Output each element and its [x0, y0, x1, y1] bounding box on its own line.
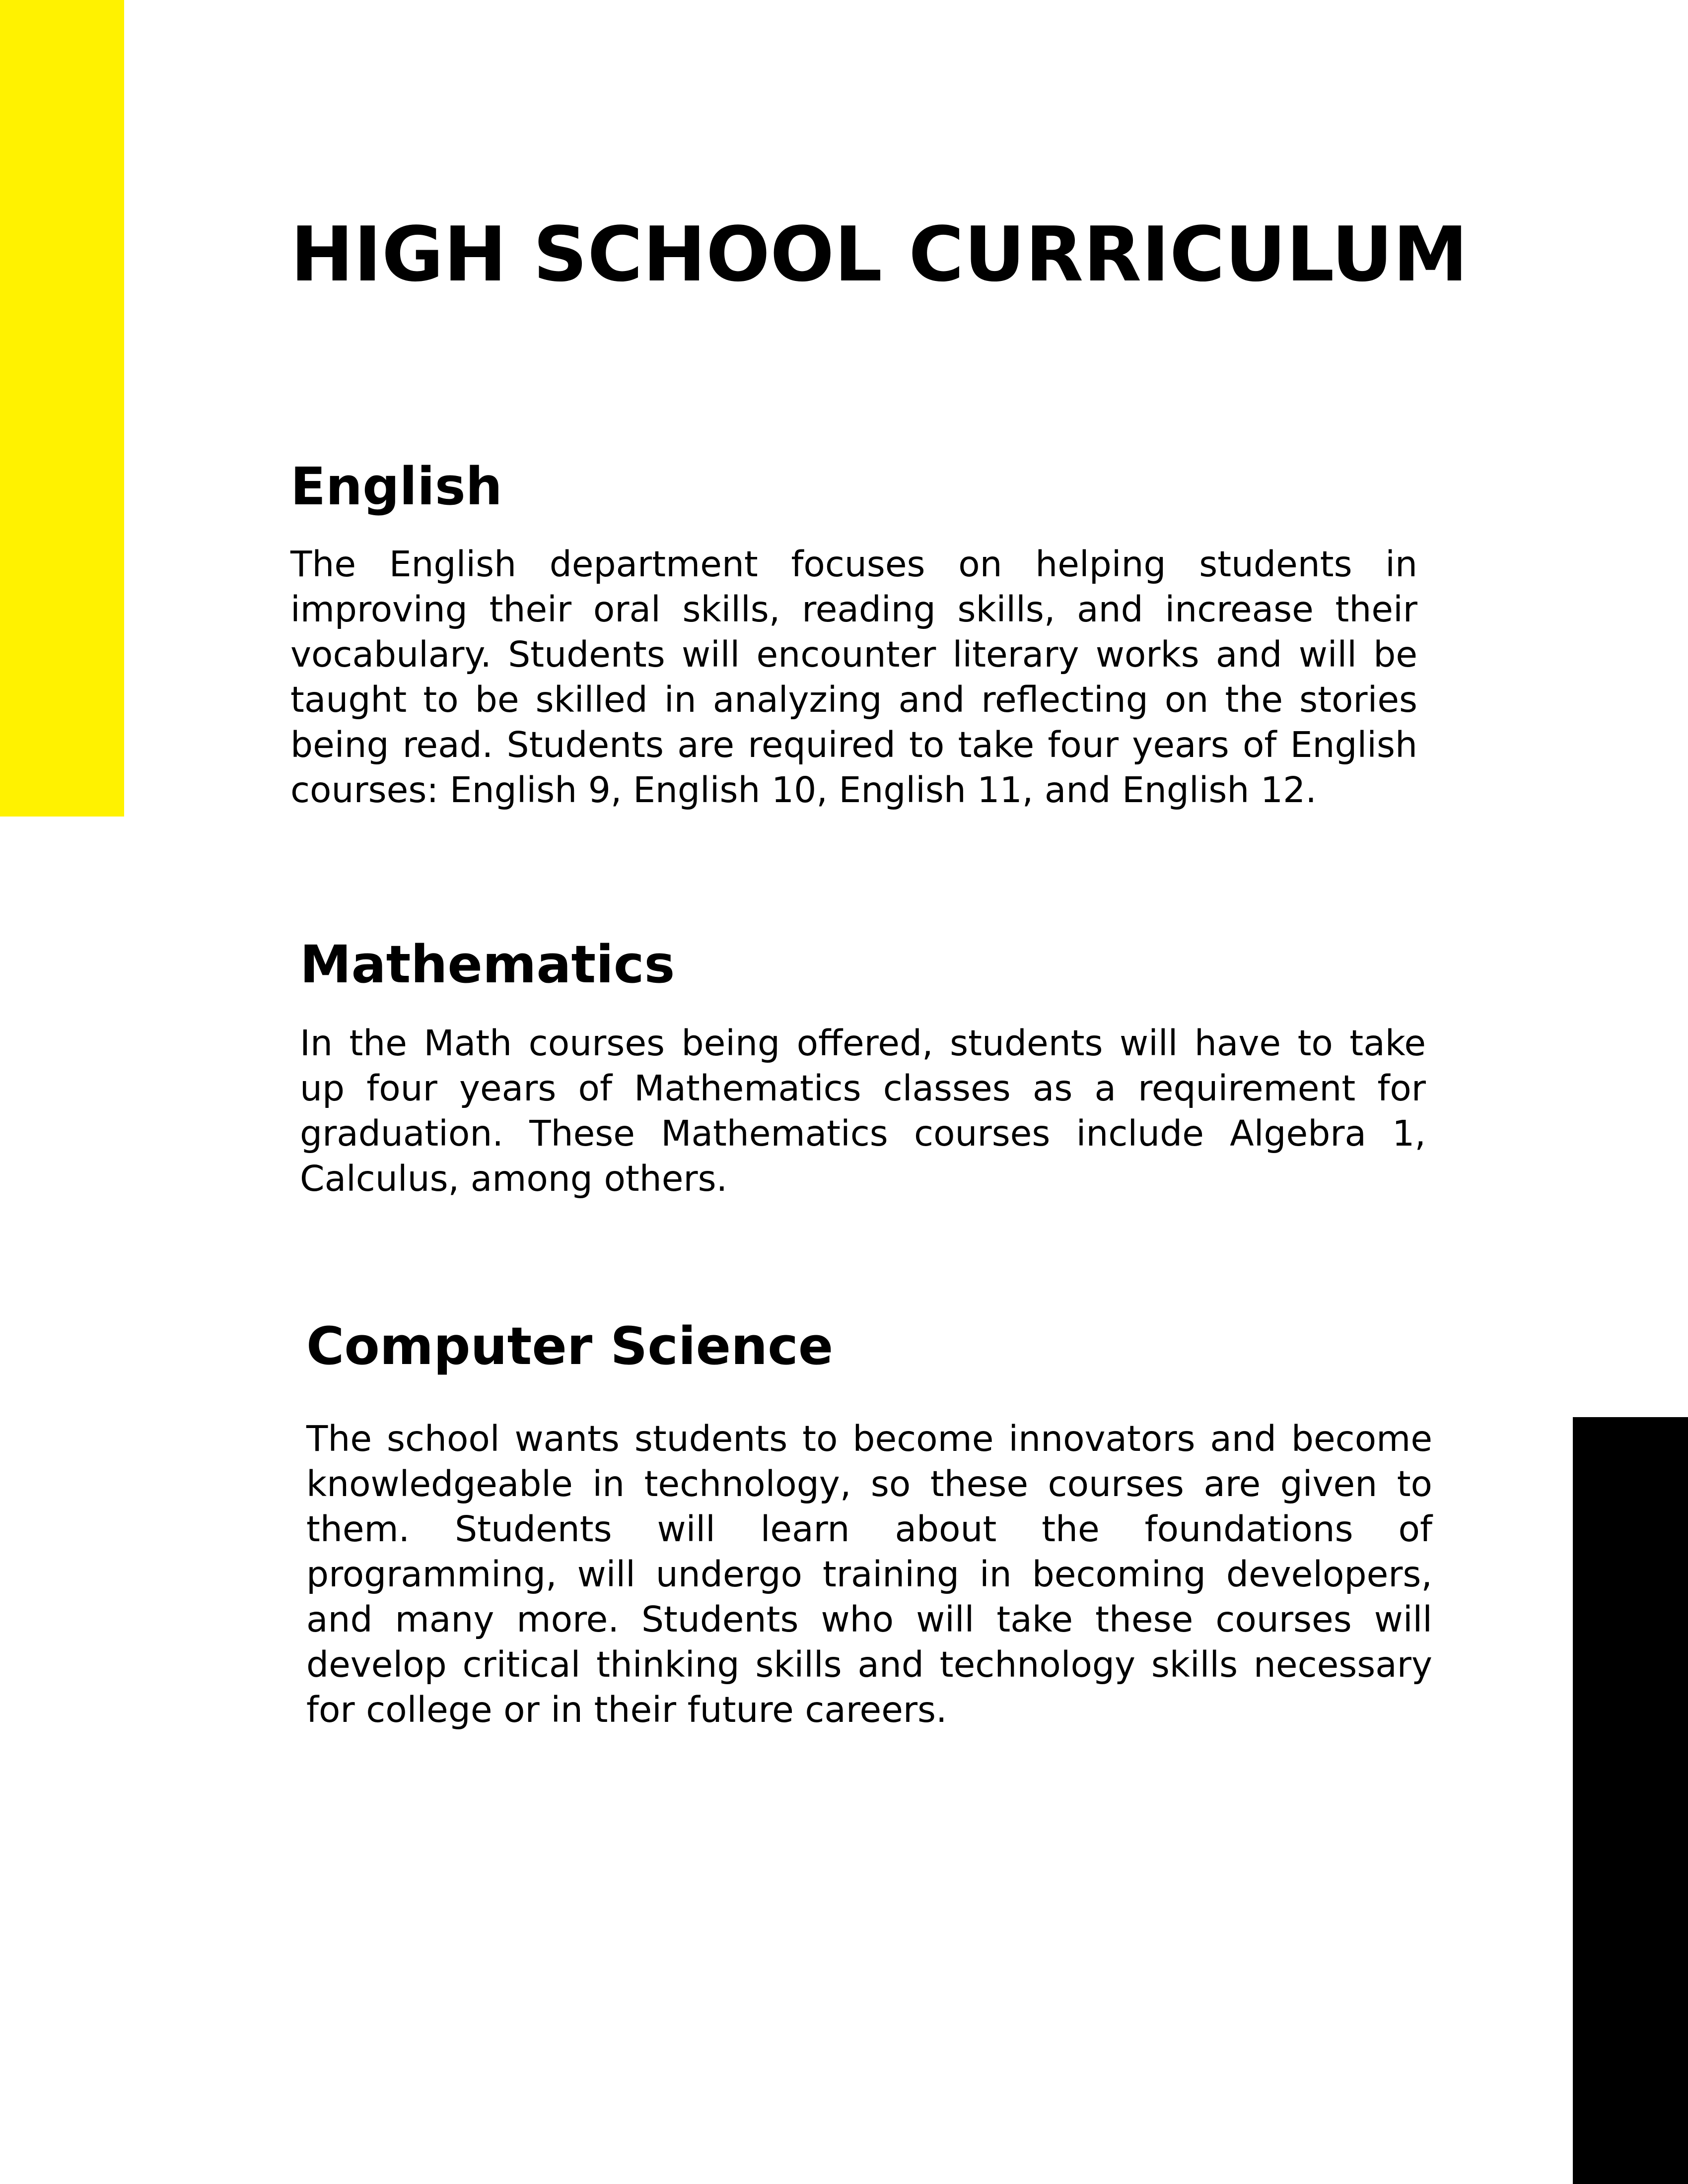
- section-body-computer-science: The school wants students to become innovators and become knowledgeable in technology, so these courses are given to them. Students will learn about the foundations of programming, will undergo training in becoming developers, and many more. Students who will take these courses will develop critical thinking skills and technology skills necessary for college or in their future careers.: [306, 1418, 1432, 1730]
- section-english: [290, 456, 1417, 813]
- section-body-english: The English department focuses on helping students in improving their oral skills, reading skills, and increase their vocabulary. Students will encounter literary works and will be taught to be skilled in analyzing and reflecting on the stories being read. Students are required to take four years of English courses: English 9, English 10, English 11, and English 12.: [290, 543, 1417, 811]
- section-heading-computer-science: Computer Science: [306, 1316, 834, 1376]
- section-body-mathematics: In the Math courses being offered, students will have to take up four years of Mathematics classes as a requirement for graduation. These Mathematics courses include Algebra 1, Calculus, among others.: [300, 1022, 1426, 1199]
- section-heading-mathematics: Mathematics: [300, 934, 675, 995]
- section-mathematics: [300, 934, 1426, 1201]
- black-corner-bar: [1573, 1417, 1688, 2184]
- yellow-accent-bar: [0, 0, 124, 817]
- section-computer-science: [306, 1315, 1432, 1732]
- section-heading-english: English: [290, 456, 502, 517]
- page-title: HIGH SCHOOL CURRICULUM: [290, 210, 1468, 298]
